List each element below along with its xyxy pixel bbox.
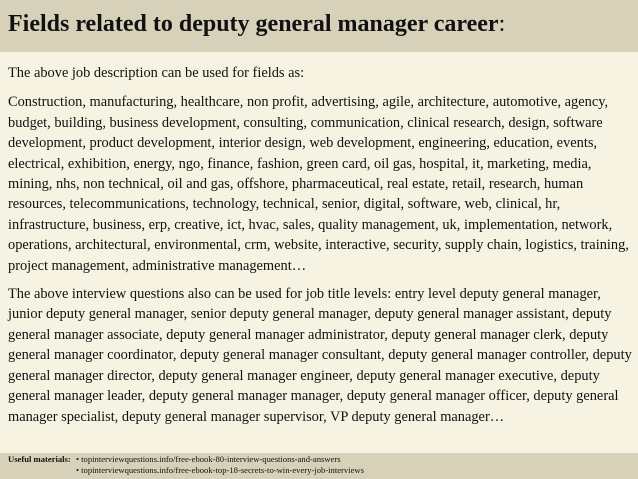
slide-title [8,9,638,39]
slide-title-colon: : [498,11,506,37]
footer-link-ebook-80-questions[interactable]: • topinterviewquestions.info/free-ebook-80-interview-questions-and-answers [76,454,341,464]
fields-paragraph: Construction, manufacturing, healthcare, non profit, advertising, agile, architecture, automotive, agency, budget, building, business development, consulting, communication, clinical research, design, software development, product development, interior design, web development, engineering, education, events, electrical, exhibition, energy, ngo, finance, fashion, green card, oil gas, hospital, it, marketing, media, mining, nhs, non technical, oil and gas, offshore, pharmaceutical, real estate, retail, research, human resources, telecommunications, technology, technical, senior, digital, software, web, clinical, hr, infrastructure, business, erp, creative, ict, hvac, sales, quality management, uk, implementation, network, operations, architectural, environmental, crm, website, interactive, security, supply chain, logistics, training, project management, administrative management… [8,94,629,274]
slide-title-text: Fields related to deputy general manager career [8,11,499,37]
footer [0,453,638,479]
footer-link-ebook-18-secrets[interactable]: • topinterviewquestions.info/free-ebook-top-18-secrets-to-win-every-job-interviews [76,465,364,475]
footer-row-1 [8,454,638,465]
title-bar [0,0,638,52]
footer-label: Useful materials: [8,454,71,464]
slide-body [8,63,634,427]
footer-row-2 [8,465,638,476]
intro-text: The above job description can be used for fields as: [8,65,305,81]
job-levels-paragraph: The above interview questions also can be used for job title levels: entry level deputy general manager, junior deputy general manager, senior deputy general manager, deputy general manager assistant, deputy general manager associate, deputy general manager administrator, deputy general manager clerk, deputy general manager coordinator, deputy general manager consultant, deputy general manager controller, deputy general manager director, deputy general manager engineer, deputy general manager executive, deputy general manager leader, deputy general manager manager, deputy general manager officer, deputy general manager specialist, deputy general manager supervisor, VP deputy general manager… [8,286,632,425]
